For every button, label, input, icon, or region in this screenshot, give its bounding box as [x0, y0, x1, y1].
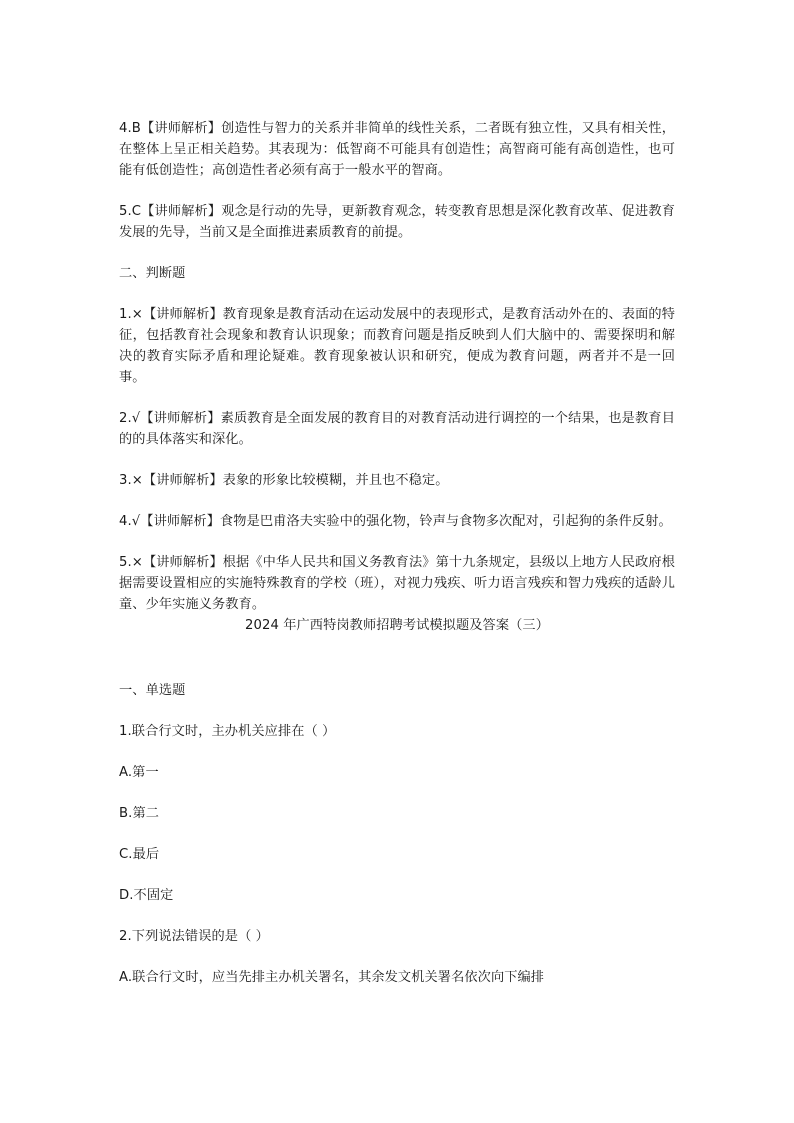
judgment-answer-3: 3.×【讲师解析】表象的形象比较模糊，并且也不稳定。 — [119, 473, 449, 488]
question-1-option-d: D.不固定 — [119, 888, 174, 903]
answer-4b: 4.B【讲师解析】创造性与智力的关系并非简单的线性关系，二者既有独立性，又具有相关性，在整体上呈正相关趋势。其表现为：低智商不可能具有创造性；高智商可能有高创造性，也可能有低创造性；高创造性者必须有高于一般水平的智商。 — [119, 121, 675, 178]
answer-5c: 5.C【讲师解析】观念是行动的先导，更新教育观念，转变教育思想是深化教育改革、促进教育发展的先导，当前又是全面推进素质教育的前提。 — [119, 204, 675, 240]
section-heading-judgment: 二、判断题 — [119, 266, 186, 281]
document-body — [119, 118, 675, 1008]
exam-title: 2024 年广西特岗教师招聘考试模拟题及答案（三） — [244, 618, 549, 633]
judgment-answer-5: 5.×【讲师解析】根据《中华人民共和国义务教育法》第十九条规定，县级以上地方人民政府根据需要设置相应的实施特殊教育的学校（班），对视力残疾、听力语言残疾和智力残疾的适龄儿童、少年实施义务教育。 — [119, 555, 675, 612]
question-2-option-a: A.联合行文时，应当先排主办机关署名，其余发文机关署名依次向下编排 — [119, 970, 545, 985]
judgment-answer-4: 4.√【讲师解析】食物是巴甫洛夫实验中的强化物，铃声与食物多次配对，引起狗的条件反射。 — [119, 514, 672, 529]
question-2-stem: 2.下列说法错误的是（ ） — [119, 929, 269, 944]
question-1-stem: 1.联合行文时，主办机关应排在（ ） — [119, 724, 336, 739]
judgment-answer-1: 1.×【讲师解析】教育现象是教育活动在运动发展中的表现形式，是教育活动外在的、表面的特征，包括教育社会现象和教育认识现象；而教育问题是指反映到人们大脑中的、需要探明和解决的教育实际矛盾和理论疑难。教育现象被认识和研究，便成为教育问题，两者并不是一回事。 — [119, 307, 675, 385]
question-1-option-b: B.第二 — [119, 806, 160, 821]
judgment-answer-2: 2.√【讲师解析】素质教育是全面发展的教育目的对教育活动进行调控的一个结果，也是教育目的的具体落实和深化。 — [119, 411, 675, 447]
question-1-option-a: A.第一 — [119, 765, 159, 780]
section-heading-single-choice: 一、单选题 — [119, 683, 186, 698]
question-1-option-c: C.最后 — [119, 847, 160, 862]
